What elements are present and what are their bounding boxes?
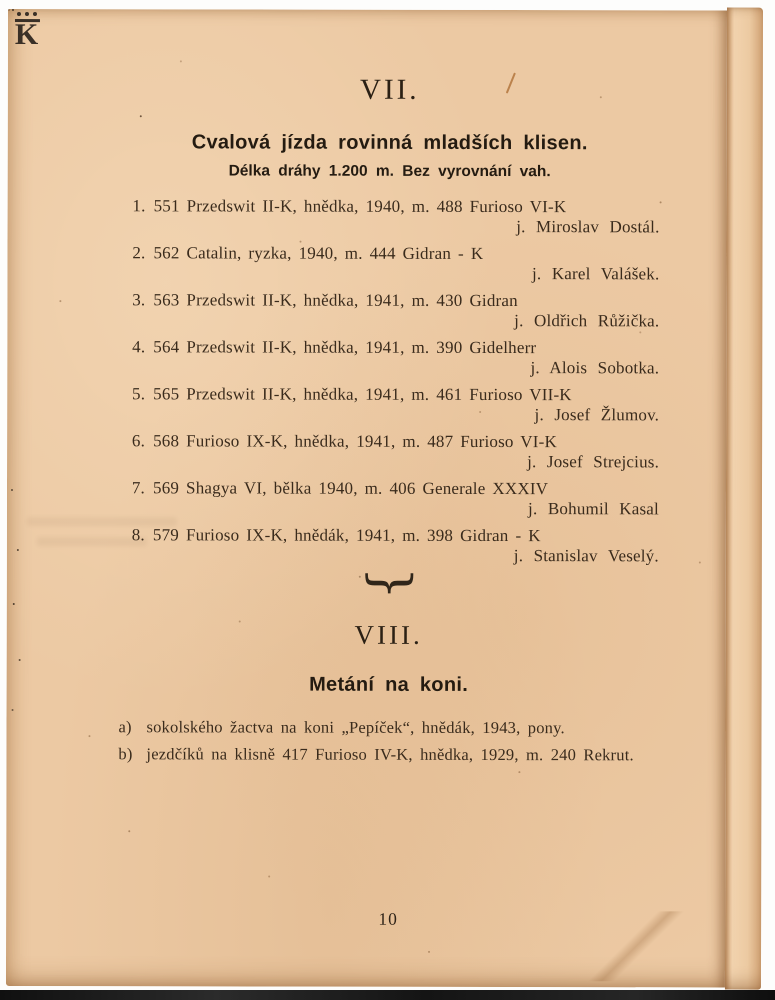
list-item xyxy=(118,713,658,741)
race-entry xyxy=(119,478,659,519)
entry-line xyxy=(119,431,659,452)
entry-jockey: j. Josef Žlumov. xyxy=(534,405,660,425)
entry-number: 2. xyxy=(132,243,146,263)
entry-number: 8. xyxy=(131,525,145,545)
race-entry xyxy=(119,337,659,378)
entry-horse: 569 Shagya VI, bělka 1940, m. 406 Generale XXXIV xyxy=(152,478,549,499)
race-entry xyxy=(119,431,659,472)
scan-bottom-band xyxy=(0,990,775,1000)
race-entry xyxy=(119,384,659,425)
entry-line xyxy=(119,478,659,499)
section-viii-number: VIII. xyxy=(354,619,423,650)
entry-horse: 579 Furioso IX-K, hnědák, 1941, m. 398 Gidran - K xyxy=(152,525,541,546)
entry-number: 7. xyxy=(131,478,146,498)
race-entry xyxy=(120,196,660,237)
section-viii-title: Metání na koni. xyxy=(309,673,469,696)
entry-horse: 568 Furioso IX-K, hnědka, 1941, m. 487 Furioso VI-K xyxy=(153,431,557,452)
vaulting-list xyxy=(118,713,658,768)
race-entry xyxy=(119,290,659,331)
page-number: 10 xyxy=(378,908,398,929)
item-text: sokolského žactva na koni „Pepíček“, hnědák, 1943, pony. xyxy=(146,717,565,738)
entry-number: 6. xyxy=(131,431,146,451)
entry-jockey: j. Bohumil Kasal xyxy=(528,499,659,519)
entry-line xyxy=(119,243,659,264)
entry-line xyxy=(120,196,660,217)
entry-line xyxy=(119,337,659,358)
entry-jockey: j. Karel Valášek. xyxy=(531,264,660,284)
entry-number: 4. xyxy=(132,337,146,357)
entry-jockey: j. Josef Strejcius. xyxy=(527,452,660,472)
race-entry xyxy=(119,243,659,284)
edge-ink-dots xyxy=(12,9,14,11)
race-entry-list xyxy=(119,196,660,566)
entry-jockey: j. Oldřich Růžička. xyxy=(514,311,660,331)
entry-horse: 565 Przedswit II-K, hnědka, 1941, m. 461 Furioso VII-K xyxy=(153,384,572,405)
item-marker: b) xyxy=(118,744,133,764)
entry-line xyxy=(119,525,659,546)
item-text: jezdčíků na klisně 417 Furioso IV-K, hnědka, 1929, m. 240 Rekrut. xyxy=(146,744,634,765)
stamp-dots-icon xyxy=(17,12,21,16)
entry-number: 3. xyxy=(132,290,146,310)
page-fold-edge xyxy=(725,8,763,990)
entry-horse: 563 Przedswit II-K, hnědka, 1941, m. 430 Gidran xyxy=(153,290,518,311)
section-vii-title: Cvalová jízda rovinná mladších klisen. xyxy=(191,131,588,155)
section-vii-number: VII. xyxy=(360,73,420,106)
race-entry xyxy=(119,525,659,566)
entry-horse: 551 Przedswit II-K, hnědka, 1940, m. 488 Furioso VI-K xyxy=(153,196,567,217)
entry-line xyxy=(119,384,659,405)
entry-horse: 562 Catalin, ryzka, 1940, m. 444 Gidran - K xyxy=(153,243,484,263)
entry-line xyxy=(119,290,659,311)
entry-number: 5. xyxy=(132,384,146,404)
item-marker: a) xyxy=(118,717,132,737)
list-item xyxy=(118,740,658,768)
entry-horse: 564 Przedswit II-K, hnědka, 1941, m. 390 Gidelherr xyxy=(153,337,537,358)
entry-jockey: j. Miroslav Dostál. xyxy=(516,217,660,237)
page-content xyxy=(118,9,660,987)
divider-ornament-icon: { xyxy=(357,566,418,600)
entry-jockey: j. Stanislav Veselý. xyxy=(513,546,659,566)
library-stamp xyxy=(15,12,55,50)
section-divider xyxy=(119,566,659,603)
section-vii-subtitle: Délka dráhy 1.200 m. Bez vyrovnání vah. xyxy=(228,162,551,181)
stamp-letter: K xyxy=(14,18,39,52)
entry-number: 1. xyxy=(132,196,146,216)
paper-sheet xyxy=(6,9,727,988)
entry-jockey: j. Alois Sobotka. xyxy=(530,358,660,378)
paper-specks xyxy=(8,9,10,11)
